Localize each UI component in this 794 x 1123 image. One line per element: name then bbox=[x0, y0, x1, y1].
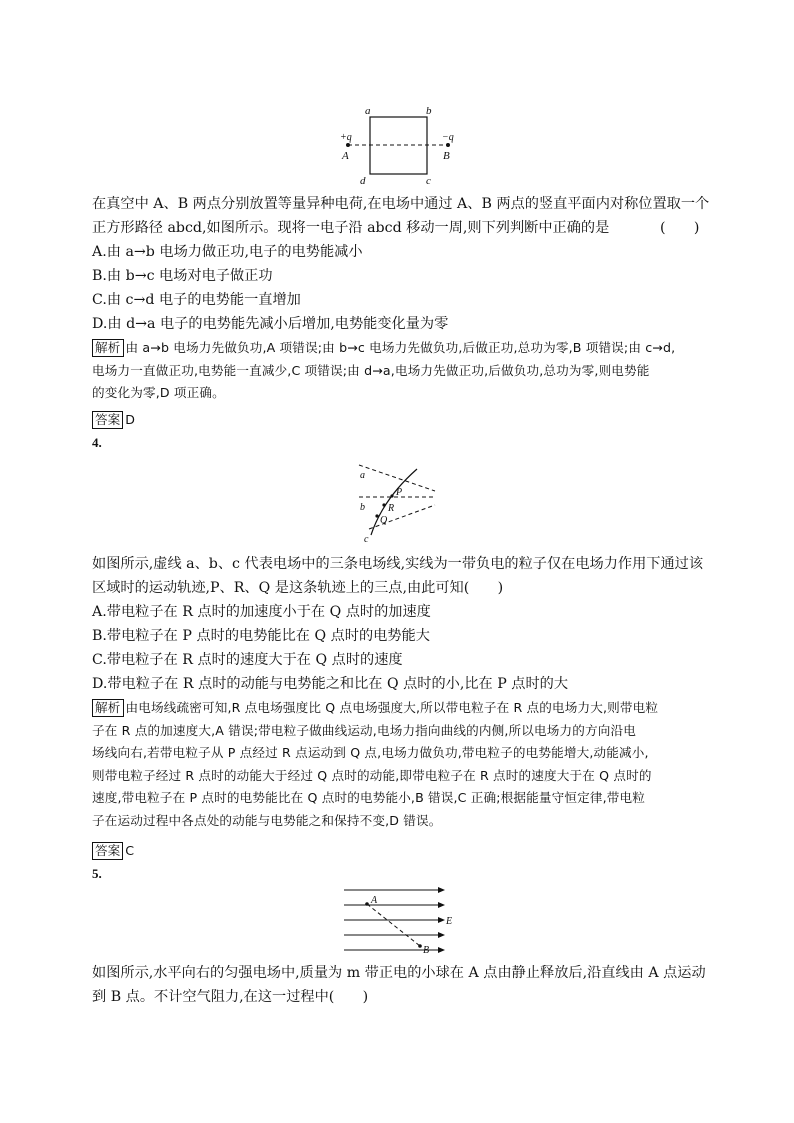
q3-option-c: C.由 c→d 电子的电势能一直增加 bbox=[92, 292, 301, 308]
q3-solution bbox=[92, 337, 702, 405]
q3-option-a: A.由 a→b 电场力做正功,电子的电势能减小 bbox=[92, 244, 363, 260]
q3-answer-value: D bbox=[125, 412, 135, 427]
label-d: d bbox=[360, 175, 366, 187]
q5-stem-line-1: 如图所示,水平向右的匀强电场中,质量为 m 带正电的小球在 A 点由静止释放后,沿直线由 A 点运动 bbox=[92, 965, 706, 981]
label-minus-q: −q bbox=[442, 132, 454, 143]
q4-solution-line-6: 子在运动过程中各点处的动能与电势能之和保持不变,D 错误。 bbox=[92, 812, 442, 828]
point-P bbox=[390, 494, 393, 497]
label-A: A bbox=[342, 150, 349, 162]
q4-field-lines-figure bbox=[355, 463, 440, 543]
label-a: a bbox=[360, 470, 365, 481]
answer-tag: 答案 bbox=[92, 842, 123, 860]
q4-solution-line-1: 由电场线疏密可知,R 点电场强度比 Q 点电场强度大,所以带电粒子在 R 点的电场力大,则带电粒 bbox=[125, 700, 659, 715]
q3-solution-line-2: 电场力一直做正功,电势能一直减少,C 项错误;由 d→a,电场力先做正功,后做负功,总功为零,则电势能 bbox=[92, 362, 650, 378]
q4-solution-line-2: 子在 R 点的加速度大,A 错误;带电粒子做曲线运动,电场力指向曲线的内侧,所以电场力的方向沿电 bbox=[92, 722, 636, 738]
label-B: B bbox=[443, 150, 450, 162]
q3-stem-line-1: 在真空中 A、B 两点分别放置等量异种电荷,在电场中通过 A、B 两点的竖直平面内对称位置取一个 bbox=[92, 196, 710, 212]
q3-solution-line-1: 由 a→b 电场力先做负功,A 项错误;由 b→c 电场力先做负功,后做正功,总功为零,B 项错误;由 c→d, bbox=[125, 340, 676, 355]
label-A: A bbox=[371, 895, 378, 906]
q3-solution-line-3: 的变化为零,D 项正确。 bbox=[92, 385, 225, 400]
q3-stem-line-2: 正方形路径 abcd,如图所示。现将一电子沿 abcd 移动一周,则下列判断中正确的是 bbox=[92, 220, 610, 236]
q4-answer bbox=[92, 842, 134, 860]
label-P: P bbox=[396, 487, 403, 498]
charge-A-dot bbox=[346, 143, 350, 147]
q3-answer bbox=[92, 411, 135, 429]
label-R: R bbox=[388, 503, 395, 514]
point-B bbox=[418, 944, 422, 948]
q4-solution-line-4: 则带电粒子经过 R 点时的动能大于经过 Q 点时的动能,即带电粒子在 R 点时的速度大于在 Q 点时的 bbox=[92, 767, 652, 783]
point-R bbox=[382, 503, 385, 506]
label-B: B bbox=[423, 945, 430, 956]
q4-solution-line-3: 场线向右,若带电粒子从 P 点经过 R 点运动到 Q 点,电场力做负功,带电粒子的电势能增大,动能减小, bbox=[92, 745, 649, 760]
label-a: a bbox=[365, 105, 371, 117]
q4-stem-line-2: 区域时的运动轨迹,P、R、Q 是这条轨迹上的三点,由此可知( ) bbox=[92, 580, 504, 596]
q4-solution bbox=[92, 697, 702, 832]
q3-answer-paren: ( ) bbox=[660, 220, 700, 236]
label-b: b bbox=[426, 105, 432, 117]
q4-option-a: A.带电粒子在 R 点时的加速度小于在 Q 点时的加速度 bbox=[92, 604, 431, 620]
solution-tag: 解析 bbox=[92, 699, 124, 717]
q4-solution-line-5: 速度,带电粒子在 P 点时的电势能比在 Q 点时的电势能小,B 错误,C 正确;根据能量守恒定律,带电粒 bbox=[92, 790, 645, 805]
q4-option-b: B.带电粒子在 P 点时的电势能比在 Q 点时的电势能大 bbox=[92, 628, 430, 644]
point-Q bbox=[375, 514, 378, 517]
solution-tag: 解析 bbox=[92, 339, 124, 357]
q3-square-figure bbox=[330, 100, 470, 190]
q5-number: 5. bbox=[92, 866, 102, 881]
charge-B-dot bbox=[446, 143, 450, 147]
q4-option-c: C.带电粒子在 R 点时的速度大于在 Q 点时的速度 bbox=[92, 652, 403, 668]
label-c: c bbox=[364, 534, 369, 545]
trajectory-curve bbox=[371, 469, 417, 535]
q4-option-d: D.带电粒子在 R 点时的动能与电势能之和比在 Q 点时的小,比在 P 点时的大 bbox=[92, 676, 569, 692]
answer-tag: 答案 bbox=[92, 411, 123, 429]
q4-number: 4. bbox=[92, 435, 102, 450]
path-A-to-B bbox=[367, 904, 420, 946]
q5-uniform-field-figure bbox=[340, 884, 470, 959]
q4-answer-value: C bbox=[125, 843, 134, 858]
label-b: b bbox=[360, 502, 365, 513]
label-plus-q: +q bbox=[340, 132, 352, 143]
label-E: E bbox=[446, 916, 453, 927]
q3-option-b: B.由 b→c 电场对电子做正功 bbox=[92, 268, 273, 284]
q5-stem-line-2: 到 B 点。不计空气阻力,在这一过程中( ) bbox=[92, 989, 369, 1005]
q3-option-d: D.由 d→a 电子的电势能先减小后增加,电势能变化量为零 bbox=[92, 316, 449, 332]
q4-stem-line-1: 如图所示,虚线 a、b、c 代表电场中的三条电场线,实线为一带负电的粒子仅在电场力作用下通过该 bbox=[92, 556, 704, 572]
point-A bbox=[365, 902, 369, 906]
label-Q: Q bbox=[380, 515, 388, 526]
label-c: c bbox=[426, 175, 431, 187]
